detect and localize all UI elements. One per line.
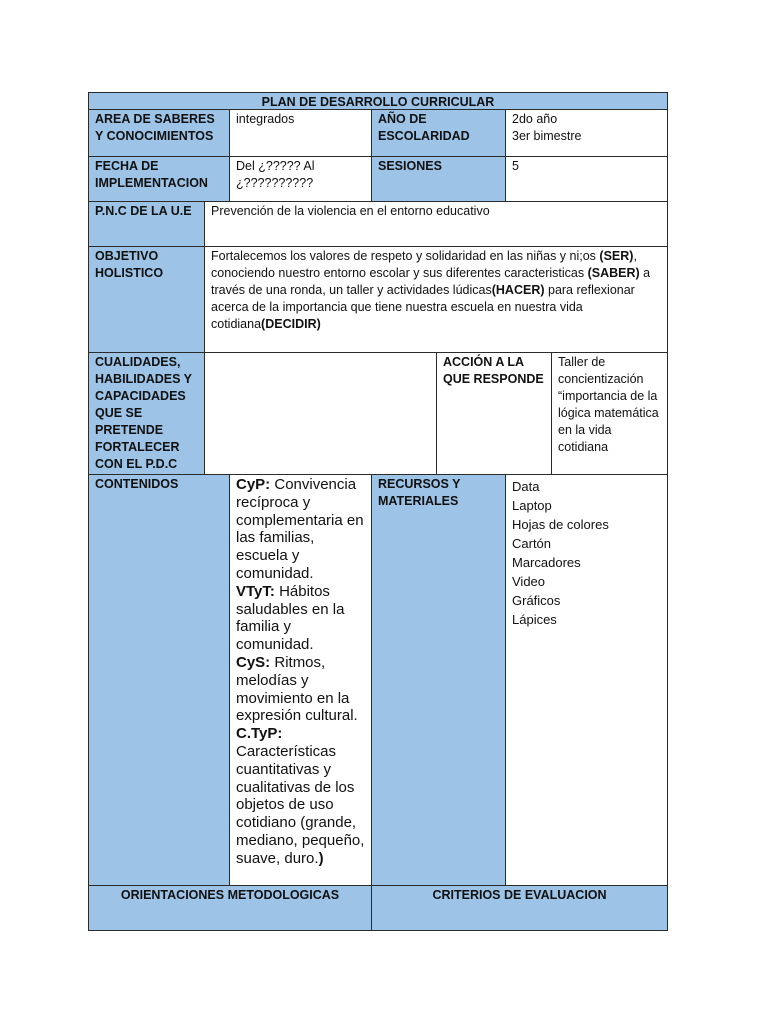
contenido-code: CyS: (236, 653, 271, 671)
objetivo-decidir: (DECIDIR) (261, 317, 321, 331)
contenido-text: Hábitos saludables en la familia y comunidad. (236, 582, 345, 654)
recurso-item: Marcadores (512, 555, 581, 570)
recursos-label: RECURSOS Y MATERIALES (371, 474, 506, 886)
cualidades-value (204, 352, 437, 475)
recursos-value (505, 474, 668, 886)
fecha-value: Del ¿????? Al ¿?????????? (229, 156, 372, 202)
pnc-label: P.N.C DE LA U.E (88, 201, 205, 247)
objetivo-text (211, 248, 661, 333)
area-value: integrados (229, 109, 372, 157)
objetivo-ser: (SER) (599, 249, 634, 263)
accion-value: Taller de concientización “importancia de la lógica matemática en la vida cotidiana (551, 352, 668, 475)
contenido-item (236, 725, 365, 867)
recurso-item: Lápices (512, 612, 557, 627)
recurso-item: Cartón (512, 536, 552, 551)
cualidades-label: CUALIDADES, HABILIDADES Y CAPACIDADES QUE SE PRETENDE FORTALECER CON EL P.D.C (88, 352, 205, 475)
recurso-item: Video (512, 574, 546, 589)
recurso-item: Gráficos (512, 593, 561, 608)
fecha-label: FECHA DE IMPLEMENTACION (88, 156, 230, 202)
contenido-item (236, 654, 365, 725)
contenido-code: VTyT: (236, 582, 275, 600)
sesiones-label: SESIONES (371, 156, 506, 202)
sesiones-value: 5 (505, 156, 668, 202)
contenido-code: C.TyP: (236, 725, 283, 743)
objetivo-text-4: para reflexionar acerca de la importancia que tiene nuestra escuela en nuestra vida cotidiana (211, 283, 635, 331)
recurso-item: Laptop (512, 498, 552, 513)
area-label: AREA DE SABERES Y CONOCIMIENTOS (88, 109, 230, 157)
anio-value-line1: 2do año (512, 112, 558, 126)
contenido-closing: ) (318, 849, 324, 867)
contenido-text: Características cuantitativas y cualitativas de los objetos de uso cotidiano (grande, mediano, pequeño, suave, duro. (236, 742, 365, 867)
contenidos-label: CONTENIDOS (88, 474, 230, 886)
contenido-item (236, 583, 365, 654)
anio-value-line2: 3er bimestre (512, 129, 582, 143)
objetivo-text-1: Fortalecemos los valores de respeto y solidaridad en las niñas y ni;os (211, 249, 600, 263)
objetivo-text-3: a través de una ronda, un taller y actividades lúdicas (211, 266, 651, 297)
criterios-label: CRITERIOS DE EVALUACION (371, 885, 668, 931)
contenido-item (236, 476, 365, 583)
objetivo-value (204, 246, 668, 353)
plan-title: PLAN DE DESARROLLO CURRICULAR (88, 92, 668, 110)
objetivo-text-2: , conociendo nuestro entorno escolar y sus diferentes caracteristicas (211, 249, 637, 280)
anio-value (505, 109, 668, 157)
pnc-value: Prevención de la violencia en el entorno educativo (204, 201, 668, 247)
objetivo-saber: (SABER) (587, 266, 640, 280)
orientaciones-label: ORIENTACIONES METODOLOGICAS (88, 885, 372, 931)
anio-label: AÑO DE ESCOLARIDAD (371, 109, 506, 157)
recurso-item: Data (512, 479, 540, 494)
objetivo-hacer: (HACER) (491, 283, 545, 297)
contenidos-value (229, 474, 372, 886)
contenido-text: Ritmos, melodías y movimiento en la expresión cultural. (236, 653, 358, 725)
accion-label: ACCIÓN A LA QUE RESPONDE (436, 352, 552, 475)
objetivo-label: OBJETIVO HOLISTICO (88, 246, 205, 353)
recurso-item: Hojas de colores (512, 517, 609, 532)
contenido-code: CyP: (236, 476, 271, 493)
contenido-text: Convivencia recíproca y complementaria en las familias, escuela y comunidad. (236, 476, 364, 582)
